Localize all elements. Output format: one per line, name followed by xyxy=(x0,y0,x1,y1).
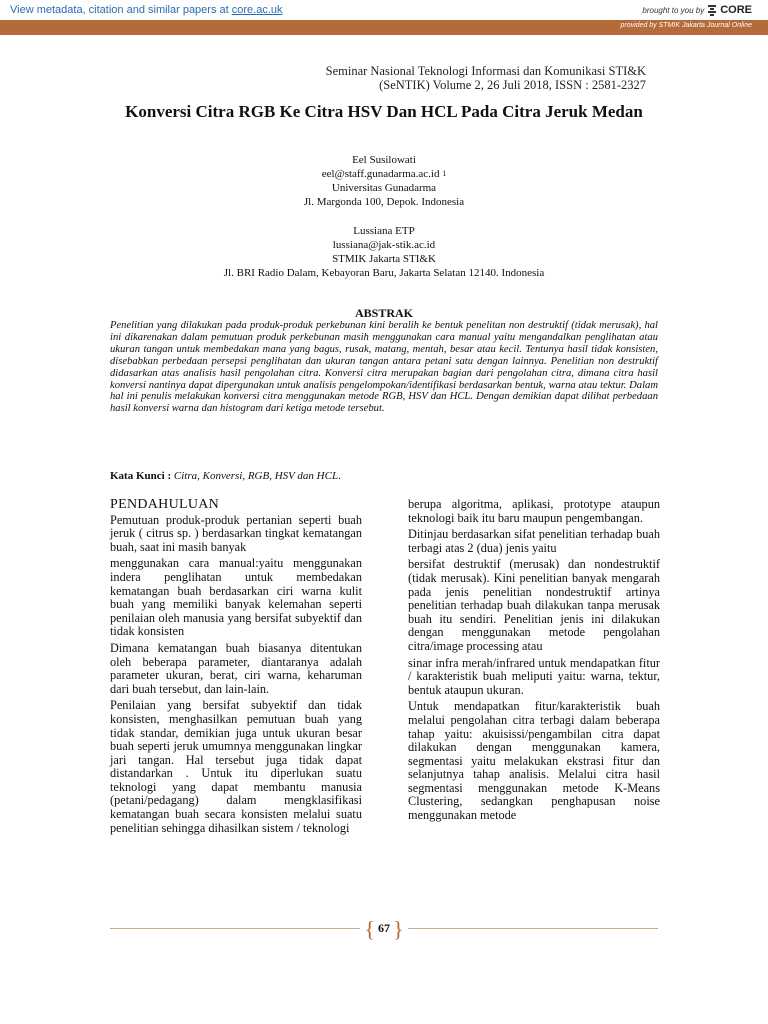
core-brought-text: brought to you by xyxy=(642,5,705,15)
core-metadata-link[interactable] xyxy=(10,4,283,16)
core-logo-icon xyxy=(707,4,717,16)
paragraph: Ditinjau berdasarkan sifat penelitian terhadap buah terbagi atas 2 (dua) jenis yaitu xyxy=(408,527,660,555)
paragraph: bersifat destruktif (merusak) dan nondestruktif (tidak merusak). Kini penelitian banyak mengarah pada jenis penelitian nondestruktif artinya penelitian terhadap buah dilakukan tanpa merusak buah itu sendiri. Penelitian jenis ini dilakukan dengan menggunakan metode pengolahan citra/image processing atau xyxy=(408,557,660,653)
abstract-text: Penelitian yang dilakukan pada produk-produk perkebunan kini beralih ke bentuk penelitan non destruktif (tidak merusak), hal ini dikarenakan dalam pemutuan produk perkebunan masih menggunakan cara manual yaitu mengandalkan penglihatan atau ukuran tangan untuk membedakan mana yang bagus, rusak, matang, mentah, besar atau kecil. Tentunya hasil tidak konsisten, disebabkan perbedaan persepsi penglihatan dan ukuran tangan antara petani satu dengan lainnya. Penelitian non destruktif didasarkan atas analisis hasil pengolahan citra. Konversi citra merupakan bagian dari pengolahan citra, dimana citra hasil konversi nantinya dapat dipergunakan untuk analisis pengelompokan/identifikasi berdasarkan bentuk, warna atau tektur. Dalam hal ini penulis melakukan konversi citra menggunakan metode RGB, HSV dan HCL. Dengan demikian dapat dilihat perbedaan hasil konversi warna dan histogram dari ketiga metode tersebut. xyxy=(110,320,658,415)
page-number: 67 xyxy=(378,921,390,935)
author-2-address: Jl. BRI Radio Dalam, Kebayoran Baru, Jakarta Selatan 12140. Indonesia xyxy=(223,267,545,279)
keywords-label: Kata Kunci : xyxy=(110,470,174,482)
core-logo: CORE xyxy=(720,4,752,16)
seminar-line-2: (SeNTIK) Volume 2, 26 Juli 2018, ISSN : 2581-2327 xyxy=(379,78,646,92)
author-1-email-line xyxy=(110,167,658,181)
paragraph: Penilaian yang bersifat subyektif dan tidak konsisten, menghasilkan pemutuan buah yang tidak standar, demikian juga untuk ukuran besar buah seperti jeruk umumnya menggunakan lingkar jari tangan. Hal tersebut juga tidak dapat distandarkan . Untuk itu diperlukan suatu teknologi yang dapat membantu manusia (petani/pedagang) dalam mengklasifikasi kematangan buah secara konsisten melalui suatu penelitian sehingga dihasilkan sistem / teknologi xyxy=(110,698,362,835)
seminar-line-1: Seminar Nasional Teknologi Informasi dan Komunikasi STI&K xyxy=(325,64,646,78)
right-brace-icon: } xyxy=(393,916,404,942)
body-column-left xyxy=(110,498,362,838)
keywords-end: . xyxy=(338,470,341,482)
core-banner xyxy=(0,0,768,35)
core-brought-by[interactable] xyxy=(642,4,752,16)
core-site-link[interactable]: core.ac.uk xyxy=(231,4,283,16)
paragraph: menggunakan cara manual:yaitu menggunakan indera penglihatan untuk membedakan kematangan buah berdasarkan ciri warna kulit buah yang memiliki banyak kelemahan seperti penilaian oleh manusia yang bersifat subyektif dan tidak konsisten xyxy=(110,556,362,639)
paragraph: berupa algoritma, aplikasi, prototype ataupun teknologi baik itu baru maupun pengembangan. xyxy=(408,497,660,525)
keywords-text: Citra, Konversi, RGB, HSV dan HCL xyxy=(173,470,339,482)
page-footer xyxy=(0,912,768,942)
paper-title: Konversi Citra RGB Ke Citra HSV Dan HCL Pada Citra Jeruk Medan xyxy=(125,102,643,121)
author-2-email[interactable]: lussiana@jak-stik.ac.id xyxy=(332,239,436,251)
author-1-affiliation: Universitas Gunadarma xyxy=(331,182,437,194)
abstract-heading: ABSTRAK xyxy=(354,306,413,320)
core-link-text: View metadata, citation and similar papers at xyxy=(10,4,232,16)
paragraph: Untuk mendapatkan fitur/karakteristik buah melalui pengolahan citra terbagi dalam beberapa tahap yaitu: akuisissi/pengambilan citra dapat dilakukan dengan menggunakan kamera, segmentasi yaitu melakukan ekstrasi fitur dan selanjutnya tahap analisis. Melalui citra hasil segmentasi menggunakan metode K-Means Clustering, sedangkan penghapusan noise menggunakan metode xyxy=(408,699,660,823)
core-provided-by[interactable]: provided by STMIK Jakarta Journal Online xyxy=(620,22,752,29)
author-1-sup: 1 xyxy=(442,169,447,178)
paragraph: Dimana kematangan buah biasanya ditentukan oleh beberapa parameter, diantaranya adalah parameter ukuran, berat, ciri warna, keharuman dari buah tersebut, dan lain-lain. xyxy=(110,640,362,696)
author-1-email[interactable]: eel@staff.gunadarma.ac.id xyxy=(321,168,440,180)
left-brace-icon: { xyxy=(364,916,375,942)
author-1-address: Jl. Margonda 100, Depok. Indonesia xyxy=(303,196,465,208)
section-heading: PENDAHULUAN xyxy=(110,497,220,512)
paragraph: sinar infra merah/infrared untuk mendapatkan fitur / karakteristik buah meliputi yaitu: warna, tektur, bentuk ataupun ukuran. xyxy=(408,655,660,697)
page-number-box xyxy=(360,914,408,942)
author-2-affiliation: STMIK Jakarta STI&K xyxy=(332,253,436,265)
paragraph: Pemutuan produk-produk pertanian seperti buah jeruk ( citrus sp. ) berdasarkan tingkat kematangan buah, saat ini masih banyak xyxy=(110,512,362,554)
author-1-name: Eel Susilowati xyxy=(352,154,416,166)
seminar-header xyxy=(326,64,646,92)
author-2-name: Lussiana ETP xyxy=(353,225,415,237)
author-block xyxy=(110,153,658,280)
body-column-right xyxy=(408,498,660,826)
keywords xyxy=(110,470,658,482)
